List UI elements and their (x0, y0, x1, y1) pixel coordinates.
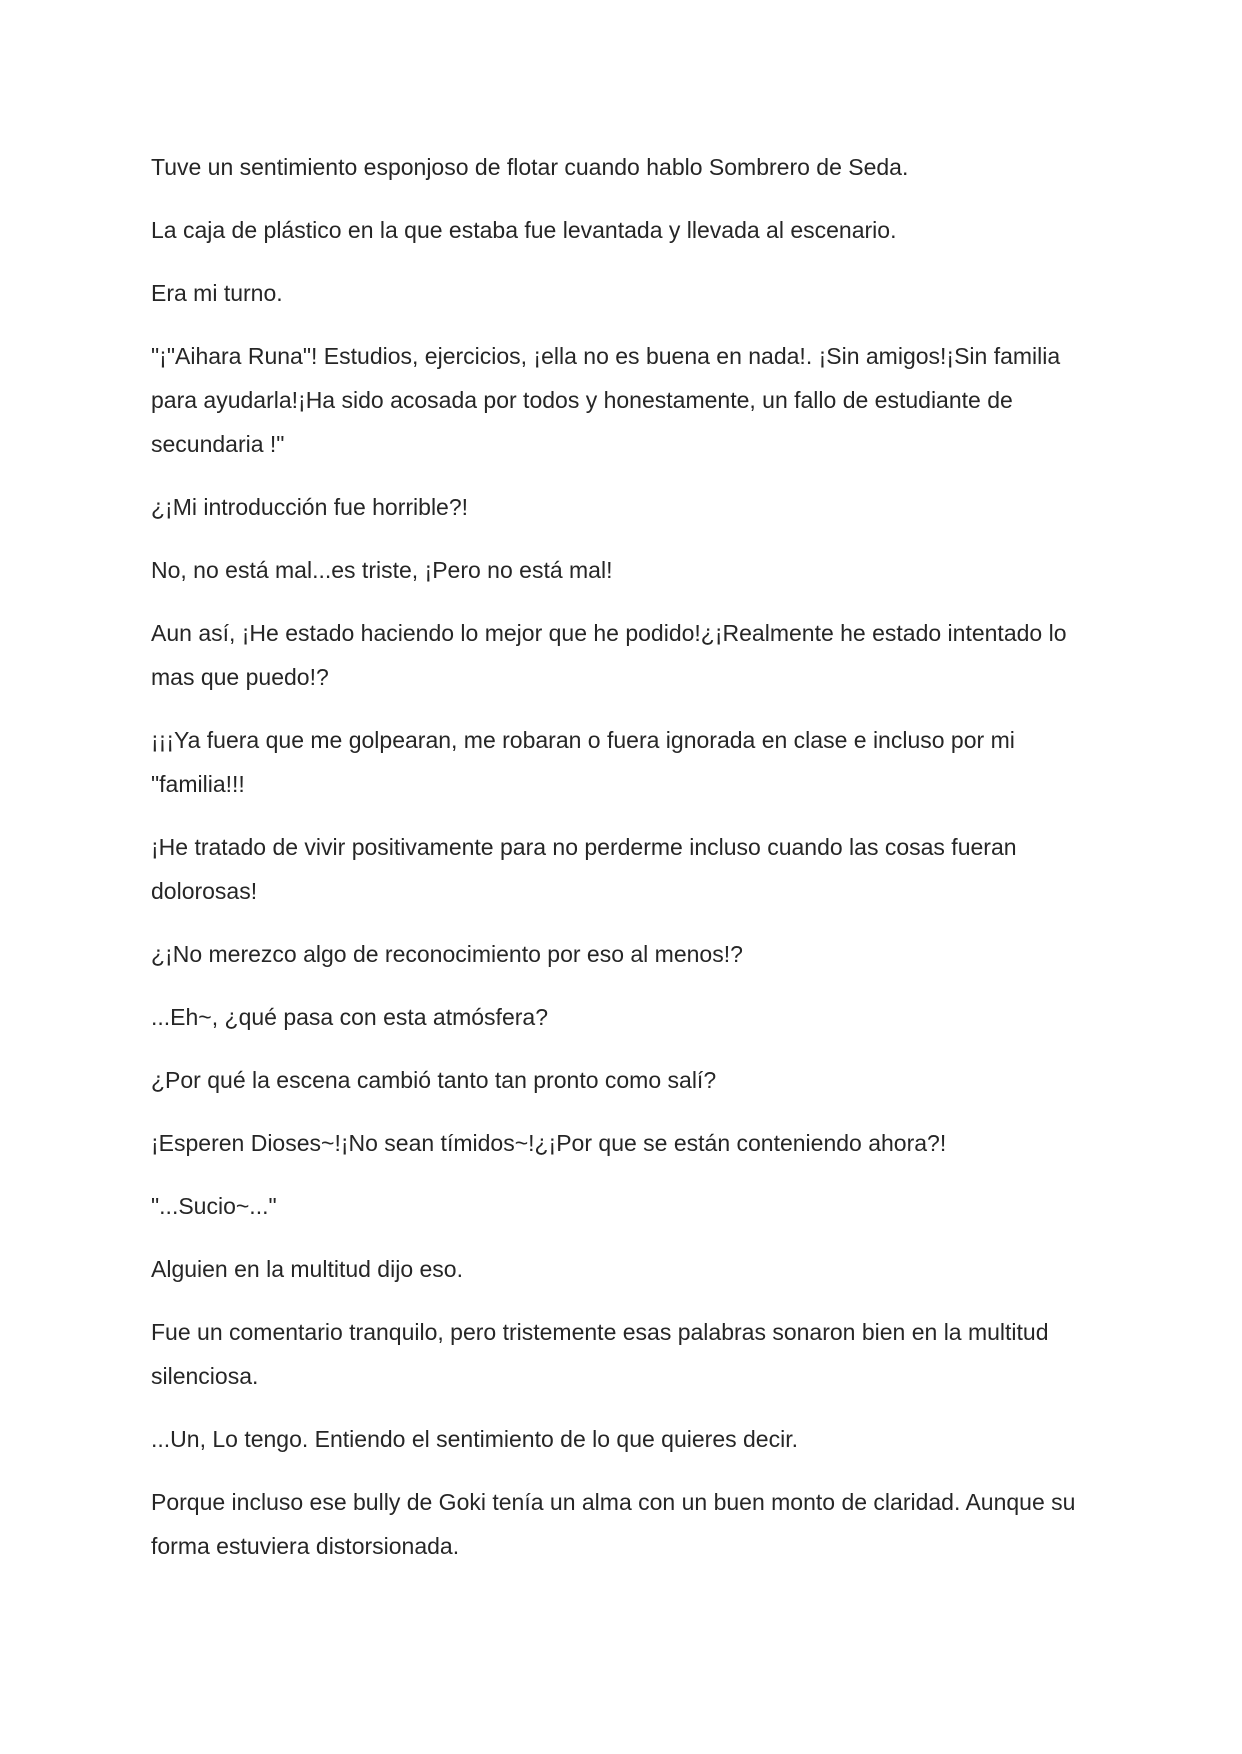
paragraph: La caja de plástico en la que estaba fue levantada y llevada al escenario. (151, 217, 897, 243)
paragraph: ¿¡No merezco algo de reconocimiento por eso al menos!? (151, 941, 743, 967)
paragraph: ¿¡Mi introducción fue horrible?! (151, 494, 469, 520)
paragraph: "¡"Aihara Runa"! Estudios, ejercicios, ¡ella no es buena en nada!. ¡Sin amigos!¡Sin familia para ayudarla!¡Ha sido acosada por todos y honestamente, un fallo de estudiante de secundaria !" (151, 343, 1061, 457)
paragraph: Era mi turno. (151, 280, 283, 306)
paragraph: ¡He tratado de vivir positivamente para no perderme incluso cuando las cosas fueran dolorosas! (151, 834, 1017, 904)
paragraph: "...Sucio~..." (151, 1193, 277, 1219)
paragraph: Porque incluso ese bully de Goki tenía un alma con un buen monto de claridad. Aunque su forma estuviera distorsionada. (151, 1489, 1076, 1559)
paragraph: ¡Esperen Dioses~!¡No sean tímidos~!¿¡Por que se están conteniendo ahora?! (151, 1130, 947, 1156)
paragraph: Aun así, ¡He estado haciendo lo mejor que he podido!¿¡Realmente he estado intentado lo mas que puedo!? (151, 620, 1067, 690)
paragraph: No, no está mal...es triste, ¡Pero no está mal! (151, 557, 613, 583)
paragraph: ¿Por qué la escena cambió tanto tan pronto como salí? (151, 1067, 717, 1093)
document-body (151, 145, 1091, 1587)
paragraph: ¡¡¡Ya fuera que me golpearan, me robaran o fuera ignorada en clase e incluso por mi "familia!!! (151, 727, 1015, 797)
paragraph: ...Un, Lo tengo. Entiendo el sentimiento de lo que quieres decir. (151, 1426, 798, 1452)
paragraph: ...Eh~, ¿qué pasa con esta atmósfera? (151, 1004, 548, 1030)
paragraph: Fue un comentario tranquilo, pero tristemente esas palabras sonaron bien en la multitud silenciosa. (151, 1319, 1049, 1389)
paragraph: Tuve un sentimiento esponjoso de flotar cuando hablo Sombrero de Seda. (151, 154, 909, 180)
paragraph: Alguien en la multitud dijo eso. (151, 1256, 463, 1282)
